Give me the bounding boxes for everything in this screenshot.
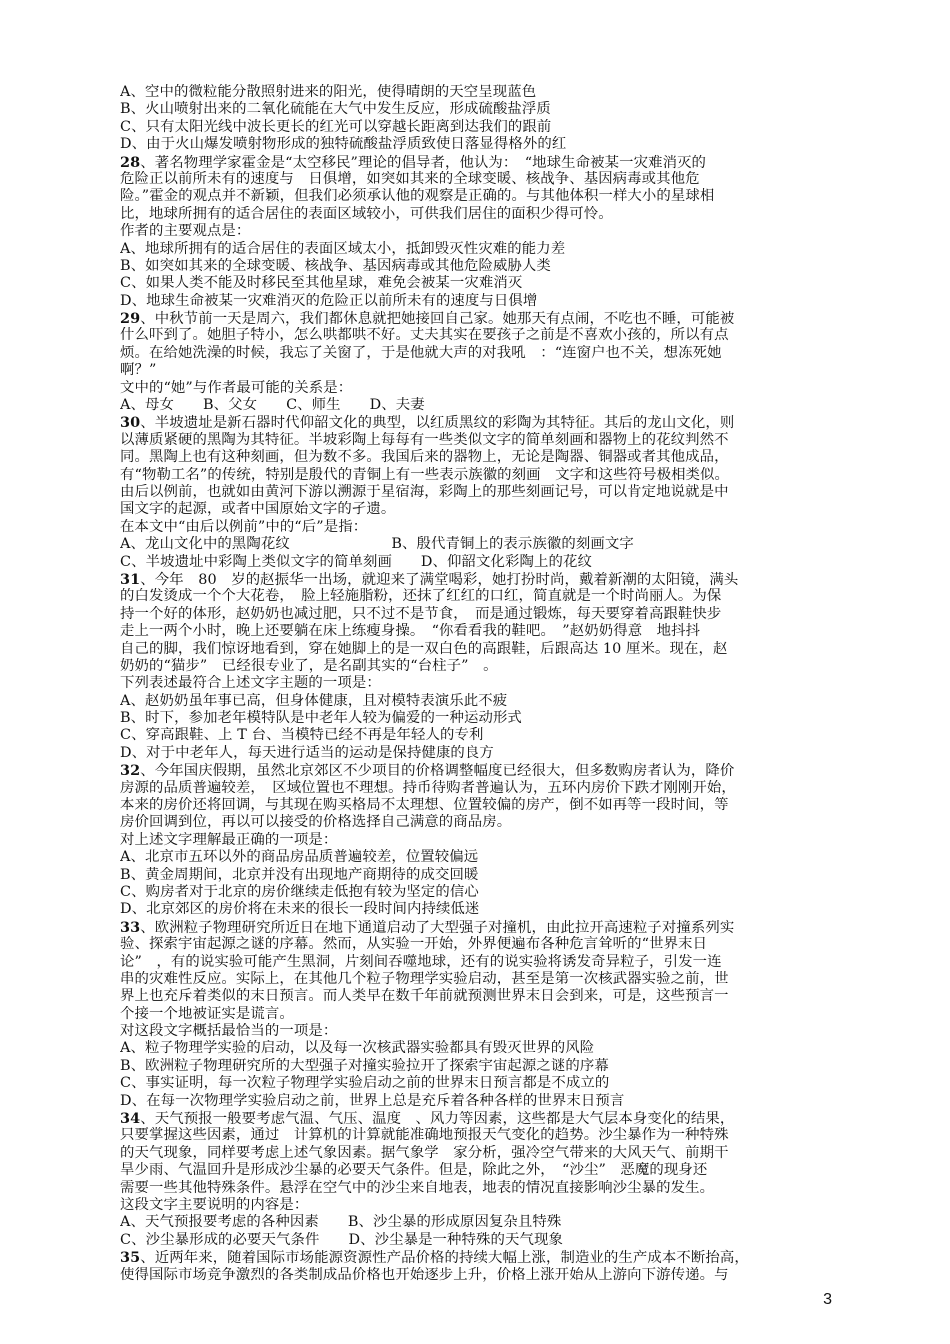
line-text: C、半坡遗址中彩陶上类似文字的简单刻画 D、仰韶文化彩陶上的花纹 [120, 553, 592, 570]
text-line [120, 1040, 832, 1057]
text-line [120, 919, 832, 936]
text-line [120, 780, 832, 797]
text-line [120, 275, 832, 292]
question-28 [120, 154, 832, 311]
text-line [120, 432, 832, 449]
line-text: A、北京市五环以外的商品房品质普遍较差，位置较偏远 [120, 849, 479, 866]
text-line [120, 1249, 832, 1266]
text-line [120, 1075, 832, 1092]
text-line [120, 101, 832, 118]
text-line [120, 1162, 832, 1179]
line-text: 只要掌握这些因素，通过 计算机的计算就能准确地预报天气变化的趋势。沙尘暴作为一种特殊 [120, 1127, 729, 1144]
text-line [120, 449, 832, 466]
text-line [120, 293, 832, 310]
text-line [120, 745, 832, 762]
text-line [120, 971, 832, 988]
text-line [120, 310, 832, 327]
question-number: 33 [120, 918, 141, 936]
line-text: 文中的“她”与作者最可能的关系是： [120, 379, 353, 396]
line-text: C、沙尘暴形成的必要天气条件 D、沙尘暴是一种特殊的天气现象 [120, 1231, 563, 1248]
question-number: 28 [120, 153, 141, 171]
line-text: B、黄金周期间，北京并没有出现地产商期待的成交回暖 [120, 866, 479, 883]
line-text: A、龙山文化中的黑陶花纹 B、殷代青铜上的表示族徽的刻画文字 [120, 536, 634, 553]
text-line [120, 536, 832, 553]
line-text: D、地球生命被某一灾难消灭的危险正以前所未有的速度与日俱增 [120, 292, 538, 309]
text-line [120, 867, 832, 884]
line-text: B、时下，参加老年模特队是中老年人较为偏爱的一种运动形式 [120, 710, 522, 727]
text-line [120, 414, 832, 431]
text-line [120, 710, 832, 727]
line-text: 什么吓到了。她胆子特小，怎么哄都哄不好。丈夫其实在要孩子之前是不喜欢小孩的，所以有点 [120, 327, 729, 344]
text-line [120, 675, 832, 692]
text-line [120, 188, 832, 205]
line-text: 对这段文字概括最恰当的一项是： [120, 1023, 338, 1040]
text-line [120, 641, 832, 658]
line-text: 对上述文字理解最正确的一项是： [120, 831, 338, 848]
text-line [120, 954, 832, 971]
text-line [120, 1180, 832, 1197]
line-text: 旱少雨、气温回升是形成沙尘暴的必要天气条件。但是，除此之外， “沙尘” 恶魔的现身还 [120, 1162, 708, 1179]
question-number: 29 [120, 310, 141, 328]
text-line [120, 1058, 832, 1075]
line-text: 界上也充斥着类似的末日预言。而人类早在数千年前就预测世界末日会到来，可是，这些预言一 [120, 988, 729, 1005]
text-line [120, 1197, 832, 1214]
text-line [120, 119, 832, 136]
line-text: D、对于中老年人，每天进行适当的运动是保持健康的良方 [120, 744, 494, 761]
text-line [120, 693, 832, 710]
text-line [120, 849, 832, 866]
line-text: 、近两年来，随着国际市场能源资源性产品价格的持续大幅上涨，制造业的生产成本不断抬高， [140, 1250, 749, 1267]
question-30 [120, 414, 832, 571]
question-number: 30 [120, 414, 141, 432]
line-text: A、母女 B、父女 C、师生 D、夫妻 [120, 397, 425, 414]
text-line [120, 1093, 832, 1110]
question-35 [120, 1249, 832, 1284]
text-line [120, 814, 832, 831]
line-text: B、火山喷射出来的二氧化硫能在大气中发生反应，形成硫酸盐浮质 [120, 101, 551, 118]
line-text: C、如果人类不能及时移民至其他星球，难免会被某一灾难消灭 [120, 275, 523, 292]
text-line [120, 727, 832, 744]
line-text: 自己的脚，我们惊讶地看到，穿在她脚上的是一双白色的高跟鞋，后跟高达 10 厘米。现在，赵 [120, 640, 728, 657]
text-line [120, 988, 832, 1005]
text-line [120, 397, 832, 414]
text-line [120, 797, 832, 814]
line-text: 房源的品质普遍较差， 区域位置也不理想。持币待购者普遍认为，五环内房价下跌才刚刚开始， [120, 779, 736, 796]
line-text: 奶奶的“猫步” 已经很专业了，是名副其实的“台柱子” 。 [120, 657, 498, 674]
line-text: 走上一两个小时，晚上还要躺在床上练瘦身操。 “你看看我的鞋吧。 ”赵奶奶得意 地抖抖 [120, 623, 701, 640]
line-text: 、著名物理学家霍金是“太空移民”理论的倡导者，他认为： “地球生命被某一灾难消灭的 [140, 154, 707, 171]
line-text: 需要一些其他特殊条件。悬浮在空气中的沙尘来自地表，地表的情况直接影响沙尘暴的发生。 [120, 1179, 715, 1196]
text-line [120, 484, 832, 501]
text-line [120, 571, 832, 588]
text-line [120, 467, 832, 484]
line-text: 房价回调到位，再以可以接受的价格选择自己满意的商品房。 [120, 814, 512, 831]
question-32 [120, 762, 832, 919]
text-line [120, 588, 832, 605]
text-line [120, 606, 832, 623]
line-text: 险。”霍金的观点并不新颖，但我们必须承认他的观察是正确的。与其他体积一样大小的星球相 [120, 188, 715, 205]
text-line [120, 154, 832, 171]
line-text: 个接一个地被证实是谎言。 [120, 1005, 294, 1022]
line-text: 、半坡遗址是新石器时代仰韶文化的典型，以红质黑纹的彩陶为其特征。其后的龙山文化，则 [140, 415, 735, 432]
text-line [120, 1232, 832, 1249]
question-34 [120, 1110, 832, 1249]
options-continued [120, 84, 832, 154]
line-text: 烦。在给她洗澡的时候，我忘了关窗了，于是他就大声的对我吼 ：“连窗户也不关，想冻死她 [120, 344, 722, 361]
line-text: 使得国际市场竞争激烈的各类制成品价格也开始逐步上升，价格上涨开始从上游向下游传递。与 [120, 1266, 729, 1283]
line-text: A、地球所拥有的适合居住的表面区域太小，抵卸毁灭性灾难的能力差 [120, 240, 566, 257]
text-line [120, 901, 832, 918]
line-text: 论” ，有的说实验可能产生黑洞，片刻间吞噬地球，还有的说实验将诱发奇异粒子，引发一连 [120, 953, 722, 970]
text-line [120, 519, 832, 536]
text-line [120, 936, 832, 953]
text-line [120, 623, 832, 640]
text-line [120, 1145, 832, 1162]
line-text: C、穿高跟鞋、上 T 台、当模特已经不再是年轻人的专利 [120, 727, 484, 744]
question-33 [120, 919, 832, 1110]
line-text: 、今年 80 岁的赵振华一出场，就迎来了满堂喝彩，她打扮时尚，戴着新潮的太阳镜，满头 [140, 571, 739, 588]
question-text [120, 84, 832, 1284]
line-text: 以薄质紧硬的黑陶为其特征。半坡彩陶上每每有一些类似文字的简单刻画和器物上的花纹判然不 [120, 431, 729, 448]
line-text: C、购房者对于北京的房价继续走低抱有较为坚定的信心 [120, 883, 479, 900]
question-number: 34 [120, 1110, 141, 1128]
question-number: 32 [120, 762, 141, 780]
line-text: 、中秋节前一天是周六，我们都休息就把她接回自己家。她那天有点闹，不吃也不睡，可能被 [140, 311, 735, 328]
line-text: D、在每一次物理学实验启动之前，世界上总是充斥着各种各样的世界末日预言 [120, 1092, 625, 1109]
line-text: 、天气预报一般要考虑气温、气压、温度 、风力等因素，这些都是大气层本身变化的结果， [140, 1111, 735, 1128]
line-text: 比，地球所拥有的适合居住的表面区域较小，可供我们居住的面积少得可怜。 [120, 205, 613, 222]
text-line [120, 1006, 832, 1023]
line-text: 由后以例前，也就如由黄河下游以溯源于星宿海，彩陶上的那些刻画记号，可以肯定地说就是中 [120, 483, 729, 500]
text-line [120, 171, 832, 188]
line-text: A、粒子物理学实验的启动，以及每一次核武器实验都具有毁灭世界的风险 [120, 1040, 595, 1057]
line-text: A、赵奶奶虽年事已高，但身体健康，且对模特表演乐此不疲 [120, 692, 508, 709]
line-text: 在本文中“由后以例前”中的“后”是指： [120, 518, 368, 535]
text-line [120, 258, 832, 275]
text-line [120, 1023, 832, 1040]
page-number: 3 [823, 1291, 832, 1308]
text-line [120, 84, 832, 101]
question-number: 35 [120, 1249, 141, 1267]
text-line [120, 327, 832, 344]
question-29 [120, 310, 832, 414]
text-line [120, 223, 832, 240]
text-line [120, 832, 832, 849]
text-line [120, 241, 832, 258]
text-line [120, 136, 832, 153]
line-text: 有“物勒工名”的传统，特别是殷代的青铜上有一些表示族徽的刻画 文字和这些符号极相类似。 [120, 466, 730, 483]
line-text: 同。黑陶上也有这种刻画，但为数不多。我国后来的器物上，无论是陶器、铜器或者其他成品， [120, 449, 729, 466]
text-line [120, 345, 832, 362]
line-text: 下列表述最符合上述文字主题的一项是： [120, 675, 381, 692]
line-text: B、欧洲粒子物理研究所的大型强子对撞实验拉开了探索宇宙起源之谜的序幕 [120, 1057, 609, 1074]
line-text: 串的灾难性反应。实际上，在其他几个粒子物理学实验启动，甚至是第一次核武器实验之前，世 [120, 970, 729, 987]
line-text: D、北京郊区的房价将在未来的很长一段时间内持续低迷 [120, 901, 480, 918]
line-text: 本来的房价还将回调，与其现在购买格局不太理想、位置较偏的房产，倒不如再等一段时间，等 [120, 797, 729, 814]
line-text: A、空中的微粒能分散照射进来的阳光，使得晴朗的天空呈现蓝色 [120, 84, 537, 100]
line-text: 验、探索宇宙起源之谜的序幕。然而，从实验一开始，外界便遍布各种危言耸听的“世界末日 [120, 936, 708, 953]
line-text: B、如突如其来的全球变暖、核战争、基因病毒或其他危险威胁人类 [120, 257, 551, 274]
line-text: A、天气预报要考虑的各种因素 B、沙尘暴的形成原因复杂且特殊 [120, 1214, 562, 1231]
line-text: 国文字的起源，或者中国原始文字的孑遗。 [120, 501, 396, 518]
text-line [120, 1214, 832, 1231]
line-text: D、由于火山爆发喷射物形成的独特硫酸盐浮质致使日落显得格外的红 [120, 136, 567, 153]
line-text: 这段文字主要说明的内容是： [120, 1197, 309, 1213]
text-line [120, 884, 832, 901]
text-line [120, 1267, 832, 1284]
text-line [120, 658, 832, 675]
text-line [120, 1110, 832, 1127]
line-text: 作者的主要观点是： [120, 223, 251, 240]
line-text: C、事实证明，每一次粒子物理学实验启动之前的世界末日预言都是不成立的 [120, 1075, 610, 1092]
question-number: 31 [120, 570, 141, 588]
line-text: 、今年国庆假期，虽然北京郊区不少项目的价格调整幅度已经很大，但多数购房者认为，降价 [140, 763, 735, 780]
text-line [120, 554, 832, 571]
text-line [120, 206, 832, 223]
line-text: 的白发烫成一个个大花卷， 脸上轻施脂粉，还抹了红红的口红，简直就是一个时尚丽人。为保 [120, 588, 722, 605]
line-text: 持一个好的体形，赵奶奶也减过肥，只不过不是节食， 而是通过锻炼，每天要穿着高跟鞋快步 [120, 605, 722, 622]
text-line [120, 362, 832, 379]
line-text: 危险正以前所未有的速度与 日俱增，如突如其来的全球变暖、核战争、基因病毒或其他危 [120, 170, 700, 187]
text-line [120, 380, 832, 397]
question-31 [120, 571, 832, 762]
line-text: 啊？” [120, 362, 157, 379]
text-line [120, 1127, 832, 1144]
line-text: C、只有太阳光线中波长更长的红光可以穿越长距离到达我们的跟前 [120, 118, 552, 135]
text-line [120, 762, 832, 779]
text-line [120, 501, 832, 518]
line-text: 的天气现象，同样要考虑上述气象因素。据气象学 家分析，强冷空气带来的大风天气、前期干 [120, 1144, 729, 1161]
line-text: 、欧洲粒子物理研究所近日在地下通道启动了大型强子对撞机，由此拉开高速粒子对撞系列实 [140, 919, 735, 936]
